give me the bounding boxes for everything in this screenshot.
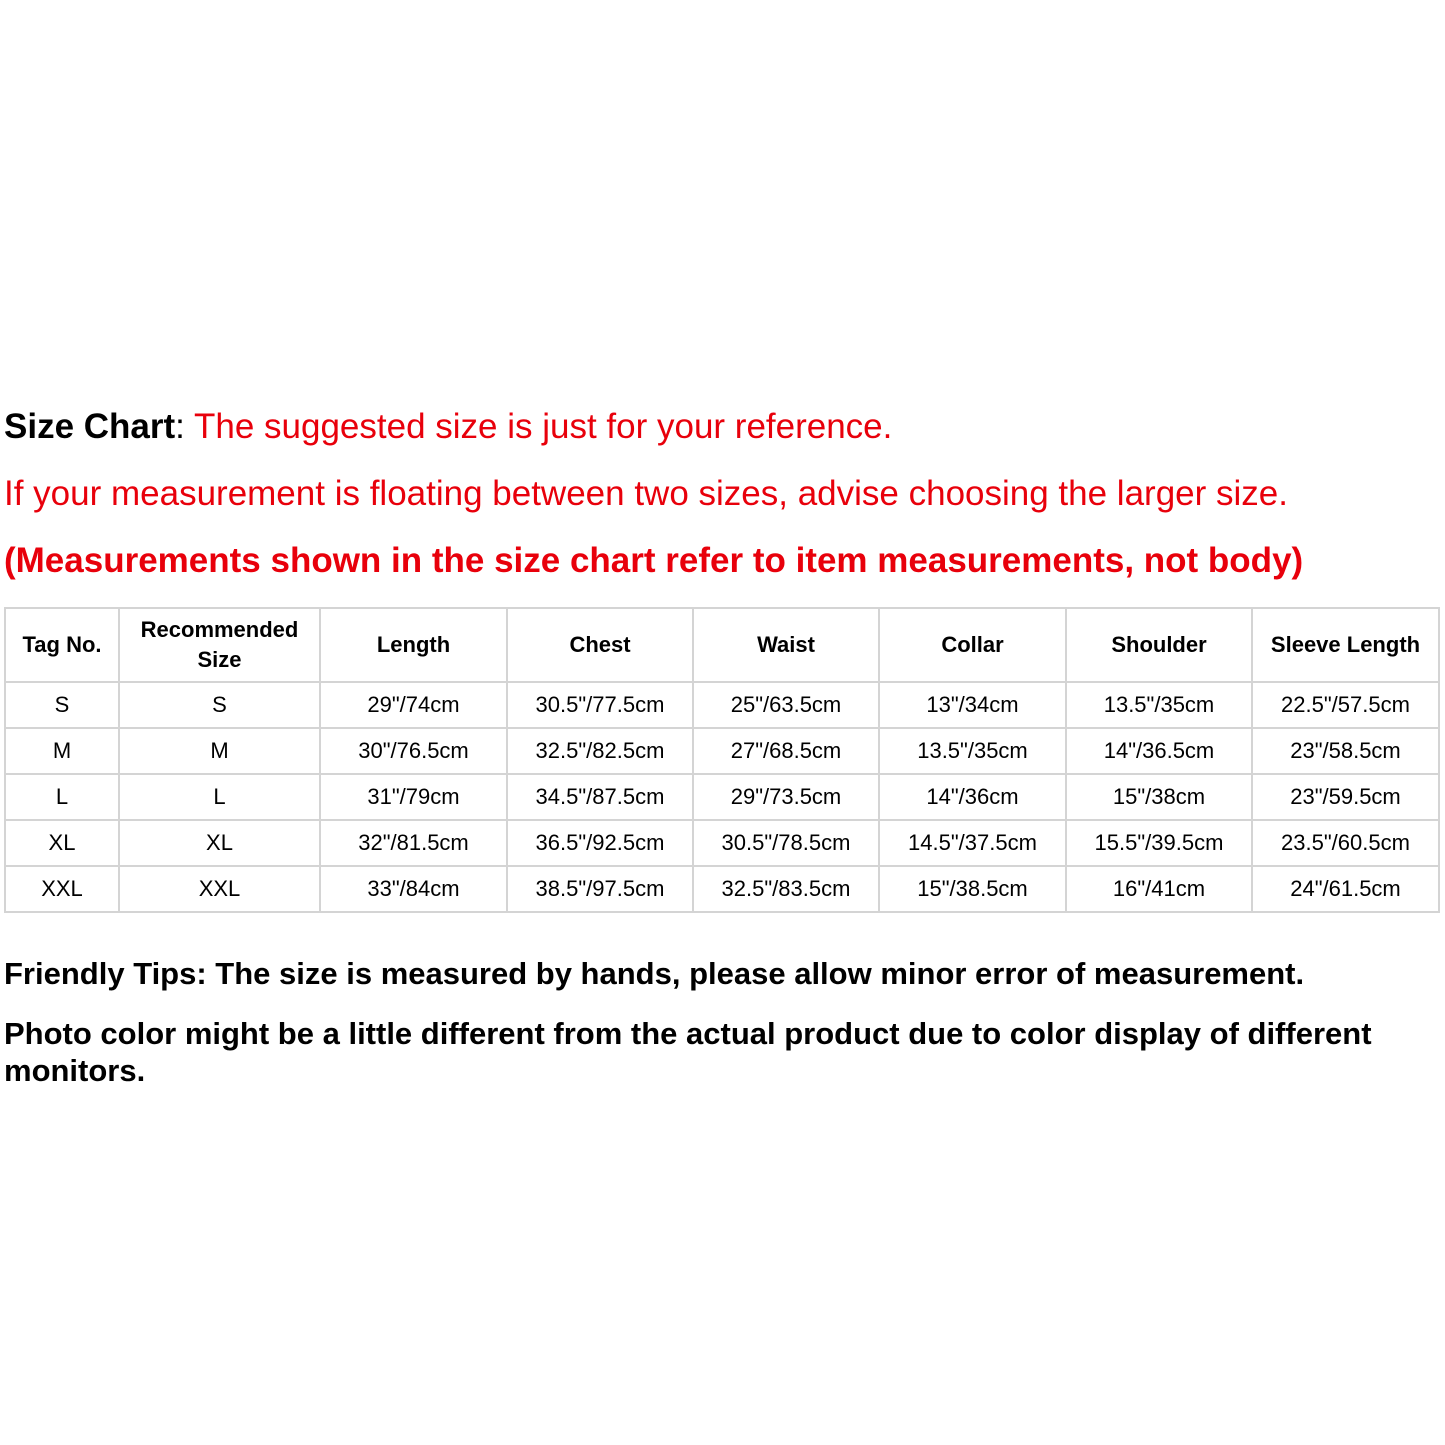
size-chart-colon: :	[175, 407, 185, 446]
table-cell: 29"/73.5cm	[693, 774, 879, 820]
table-cell: 22.5"/57.5cm	[1252, 682, 1439, 728]
table-cell: XL	[119, 820, 320, 866]
table-cell: 33"/84cm	[320, 866, 507, 912]
header-waist: Waist	[693, 608, 879, 682]
size-chart-heading	[4, 407, 892, 447]
table-cell: 13.5"/35cm	[1066, 682, 1252, 728]
size-table	[4, 607, 1440, 913]
table-cell: 24"/61.5cm	[1252, 866, 1439, 912]
header-length: Length	[320, 608, 507, 682]
table-cell: 23"/59.5cm	[1252, 774, 1439, 820]
table-header-row	[5, 608, 1439, 682]
table-cell: 29"/74cm	[320, 682, 507, 728]
table-cell: 23"/58.5cm	[1252, 728, 1439, 774]
table-cell: L	[5, 774, 119, 820]
table-row	[5, 820, 1439, 866]
table-cell: 16"/41cm	[1066, 866, 1252, 912]
table-cell: 34.5"/87.5cm	[507, 774, 693, 820]
table-cell: 13"/34cm	[879, 682, 1066, 728]
header-recommended-size: Recommended Size	[119, 608, 320, 682]
photo-color-note: Photo color might be a little different from the actual product due to color display of different monitors.	[4, 1016, 1372, 1088]
table-row	[5, 728, 1439, 774]
table-cell: 23.5"/60.5cm	[1252, 820, 1439, 866]
table-cell: 32.5"/83.5cm	[693, 866, 879, 912]
table-cell: 15"/38.5cm	[879, 866, 1066, 912]
header-shoulder: Shoulder	[1066, 608, 1252, 682]
suggestion-text: The suggested size is just for your reference.	[184, 407, 893, 446]
table-cell: 25"/63.5cm	[693, 682, 879, 728]
size-chart-label: Size Chart	[4, 407, 176, 446]
table-cell: 14.5"/37.5cm	[879, 820, 1066, 866]
table-cell: S	[119, 682, 320, 728]
table-cell: 38.5"/97.5cm	[507, 866, 693, 912]
table-cell: 32.5"/82.5cm	[507, 728, 693, 774]
table-cell: 13.5"/35cm	[879, 728, 1066, 774]
table-cell: S	[5, 682, 119, 728]
header-sleeve-length: Sleeve Length	[1252, 608, 1439, 682]
table-cell: M	[119, 728, 320, 774]
table-cell: 14"/36.5cm	[1066, 728, 1252, 774]
header-tag-no: Tag No.	[5, 608, 119, 682]
table-row	[5, 682, 1439, 728]
table-cell: XXL	[119, 866, 320, 912]
table-cell: 31"/79cm	[320, 774, 507, 820]
table-row	[5, 774, 1439, 820]
table-cell: XXL	[5, 866, 119, 912]
table-cell: 27"/68.5cm	[693, 728, 879, 774]
table-cell: 14"/36cm	[879, 774, 1066, 820]
table-cell: 30.5"/78.5cm	[693, 820, 879, 866]
table-cell: XL	[5, 820, 119, 866]
measurement-note: (Measurements shown in the size chart refer to item measurements, not body)	[4, 541, 1304, 580]
header-chest: Chest	[507, 608, 693, 682]
table-cell: 30"/76.5cm	[320, 728, 507, 774]
table-cell: 32"/81.5cm	[320, 820, 507, 866]
advice-text: If your measurement is floating between two sizes, advise choosing the larger size.	[4, 474, 1288, 513]
header-collar: Collar	[879, 608, 1066, 682]
table-cell: 15"/38cm	[1066, 774, 1252, 820]
table-row	[5, 866, 1439, 912]
table-cell: L	[119, 774, 320, 820]
table-cell: M	[5, 728, 119, 774]
table-cell: 36.5"/92.5cm	[507, 820, 693, 866]
friendly-tips: Friendly Tips: The size is measured by hands, please allow minor error of measurement.	[4, 956, 1305, 991]
table-cell: 30.5"/77.5cm	[507, 682, 693, 728]
table-cell: 15.5"/39.5cm	[1066, 820, 1252, 866]
